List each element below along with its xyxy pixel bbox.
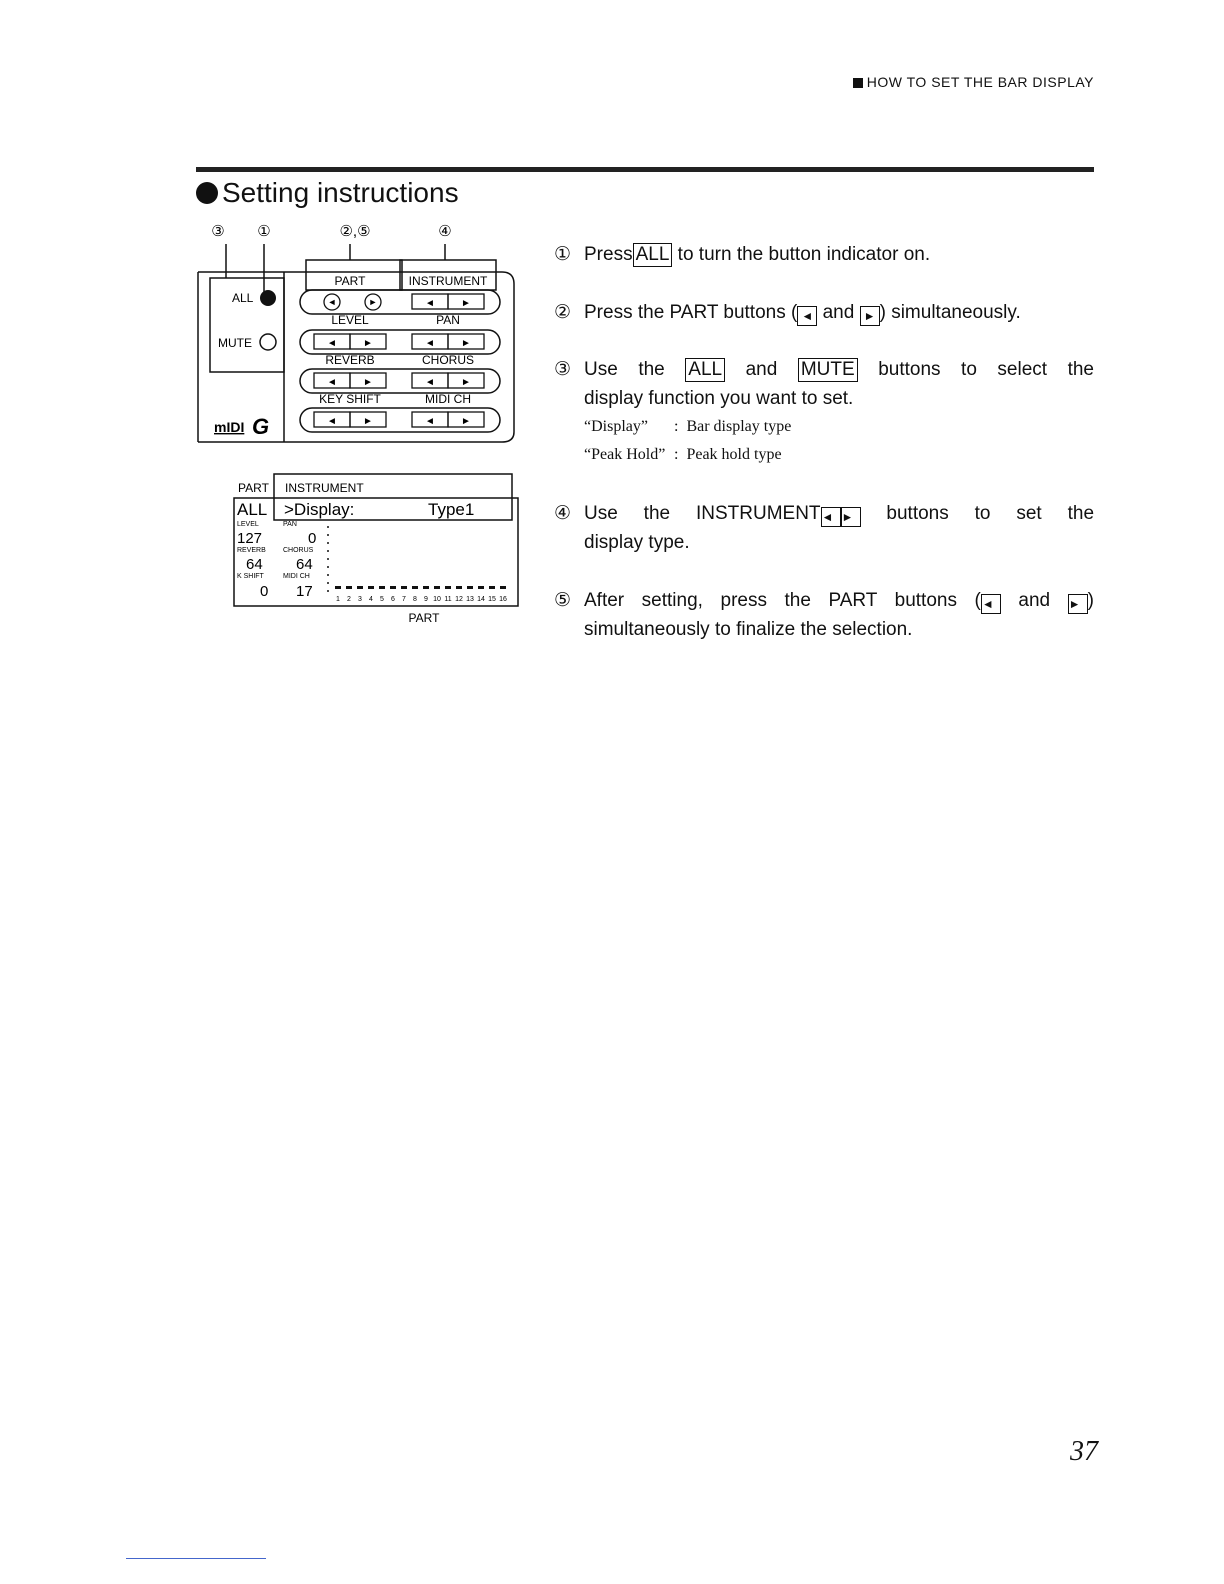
left-arrow-icon: ◄ <box>797 306 817 326</box>
step-5-line-2: simultaneously to finalize the selection. <box>584 619 913 640</box>
square-bullet-icon <box>853 78 863 88</box>
lcd-part-number: 13 <box>466 596 474 603</box>
footer-line <box>126 1558 266 1559</box>
svg-text:◄: ◄ <box>425 416 435 427</box>
lcd-part-number: 10 <box>433 596 441 603</box>
right-arrow-icon: ► <box>1068 594 1088 614</box>
gs-logo-icon: G <box>252 414 270 439</box>
level-label: LEVEL <box>331 313 369 327</box>
svg-text:►: ► <box>363 338 373 349</box>
lcd-part-number: 5 <box>380 596 384 603</box>
callout-1: ① <box>257 223 271 240</box>
step-1-number: ① <box>554 244 572 265</box>
step-5-line-1: After setting, press the PART buttons (◄ and ► ) <box>584 586 1094 615</box>
lcd-part-meter <box>489 586 495 589</box>
lcd-pan-value: 0 <box>308 530 317 547</box>
right-arrow-icon: ► <box>860 306 880 326</box>
lcd-part-number: 15 <box>488 596 496 603</box>
lcd-part-meter <box>500 586 506 589</box>
midi-ch-label: MIDI CH <box>425 392 471 406</box>
right-arrow-icon: ► <box>841 507 861 527</box>
bullet-dot-icon <box>196 182 218 204</box>
svg-text:►: ► <box>363 416 373 427</box>
lcd-part-meter <box>412 586 418 589</box>
lcd-part-meter <box>445 586 451 589</box>
lcd-part-number: 6 <box>391 596 395 603</box>
lcd-part-number: 8 <box>413 596 417 603</box>
display-mode-definitions: “Display” : Bar display type “Peak Hold” : Peak hold type <box>584 418 792 463</box>
step-2-and: and <box>822 302 855 323</box>
step-1-text-end: to turn the button indicator on. <box>677 244 931 265</box>
lcd-part-number: 9 <box>424 596 428 603</box>
all-button-ref: ALL <box>685 358 725 382</box>
lcd-part-meter <box>423 586 429 589</box>
step-2-text: Press the PART buttons ( <box>584 302 798 323</box>
lcd-display-text: >Display: <box>284 500 355 519</box>
lcd-instrument-label: INSTRUMENT <box>285 481 364 495</box>
callout-3: ③ <box>211 223 225 240</box>
svg-text:◄: ◄ <box>425 298 435 309</box>
lcd-part-number: 14 <box>477 596 485 603</box>
chorus-label: CHORUS <box>421 353 475 367</box>
lcd-reverb-value: 64 <box>246 556 263 573</box>
lcd-part-meter <box>368 586 374 589</box>
lcd-part-number: 7 <box>402 596 406 603</box>
lcd-bottom-part-label: PART <box>408 611 440 625</box>
lcd-pan-label: PAN <box>283 521 297 528</box>
mute-indicator-icon <box>260 334 276 350</box>
svg-text:►: ► <box>461 298 471 309</box>
lcd-chorus-label: CHORUS <box>283 547 314 554</box>
step-5-number: ⑤ <box>554 590 572 611</box>
step-3-number: ③ <box>554 359 572 380</box>
left-arrow-icon: ◄ <box>981 594 1001 614</box>
svg-text:◄: ◄ <box>327 416 337 427</box>
mute-button-ref: MUTE <box>798 358 858 382</box>
step-3-line-1: Use the ALL and MUTE buttons to select the <box>584 359 1095 380</box>
svg-text:◄: ◄ <box>327 377 337 388</box>
lcd-kshift-label: K SHIFT <box>237 573 264 580</box>
lcd-all-text: ALL <box>237 500 268 519</box>
all-label: ALL <box>232 291 254 305</box>
lcd-part-number: 4 <box>369 596 373 603</box>
lcd-part-number: 1 <box>336 596 340 603</box>
page-header <box>853 74 1094 90</box>
lcd-part-meter <box>434 586 440 589</box>
lcd-midich-value: 17 <box>296 583 313 600</box>
step-2-text-end: ) simultaneously. <box>879 302 1021 323</box>
step-4 <box>554 499 1094 557</box>
part-label: PART <box>334 274 366 288</box>
step-2 <box>554 298 1094 327</box>
lcd-part-meter <box>401 586 407 589</box>
svg-text:◄: ◄ <box>425 377 435 388</box>
lcd-type-text: Type1 <box>428 500 475 519</box>
step-5 <box>554 586 1094 644</box>
lcd-reverb-label: REVERB <box>237 547 266 554</box>
section-title-text: Setting instructions <box>222 177 459 208</box>
lcd-part-meter <box>478 586 484 589</box>
step-4-line-2: display type. <box>584 532 690 553</box>
lcd-part-number: 11 <box>444 596 452 603</box>
lcd-display-diagram <box>228 470 528 630</box>
step-3 <box>554 355 1094 469</box>
lcd-part-meter <box>346 586 352 589</box>
control-panel-diagram <box>190 220 530 450</box>
lcd-part-label: PART <box>238 481 269 495</box>
reverb-label: REVERB <box>325 353 375 367</box>
key-shift-label: KEY SHIFT <box>319 392 381 406</box>
section-rule <box>196 167 1094 172</box>
all-button-ref: ALL <box>633 243 673 267</box>
lcd-midich-label: MIDI CH <box>283 573 310 580</box>
callout-2-5: ②,⑤ <box>339 223 371 240</box>
lcd-part-meter <box>335 586 341 589</box>
lcd-part-number: 12 <box>455 596 463 603</box>
part-left-arrow-icon: ◄ <box>327 297 337 307</box>
step-3-line-2: display function you want to set. <box>584 388 854 409</box>
step-1-text: Press <box>584 244 633 265</box>
instrument-label: INSTRUMENT <box>408 274 488 288</box>
lcd-level-value: 127 <box>237 530 263 547</box>
lcd-chorus-value: 64 <box>296 556 313 573</box>
left-arrow-icon: ◄ <box>821 507 841 527</box>
page-number: 37 <box>1070 1436 1098 1467</box>
svg-text:►: ► <box>461 338 471 349</box>
lcd-part-meter <box>390 586 396 589</box>
lcd-level-label: LEVEL <box>237 521 259 528</box>
step-4-line-1: Use the INSTRUMENT◄ ► buttons to set the <box>584 499 1094 528</box>
pan-label: PAN <box>436 313 460 327</box>
lcd-part-meter <box>467 586 473 589</box>
callout-4: ④ <box>438 223 452 240</box>
step-2-number: ② <box>554 302 572 323</box>
svg-text:◄: ◄ <box>425 338 435 349</box>
midi-logo: mIDI <box>214 419 245 435</box>
header-section-title: HOW TO SET THE BAR DISPLAY <box>866 74 1094 90</box>
lcd-part-meter <box>379 586 385 589</box>
lcd-part-meter <box>357 586 363 589</box>
part-right-arrow-icon: ► <box>368 297 378 307</box>
lcd-part-number: 3 <box>358 596 362 603</box>
lcd-part-meter <box>456 586 462 589</box>
svg-text:►: ► <box>363 377 373 388</box>
all-indicator-icon <box>260 290 276 306</box>
lcd-part-number: 16 <box>499 596 507 603</box>
svg-text:►: ► <box>461 416 471 427</box>
step-4-number: ④ <box>554 503 572 524</box>
step-1 <box>554 240 1094 269</box>
section-title <box>196 177 459 209</box>
lcd-part-number: 2 <box>347 596 351 603</box>
svg-text:◄: ◄ <box>327 338 337 349</box>
svg-text:►: ► <box>461 377 471 388</box>
lcd-kshift-value: 0 <box>260 583 269 600</box>
mute-label: MUTE <box>218 336 252 350</box>
